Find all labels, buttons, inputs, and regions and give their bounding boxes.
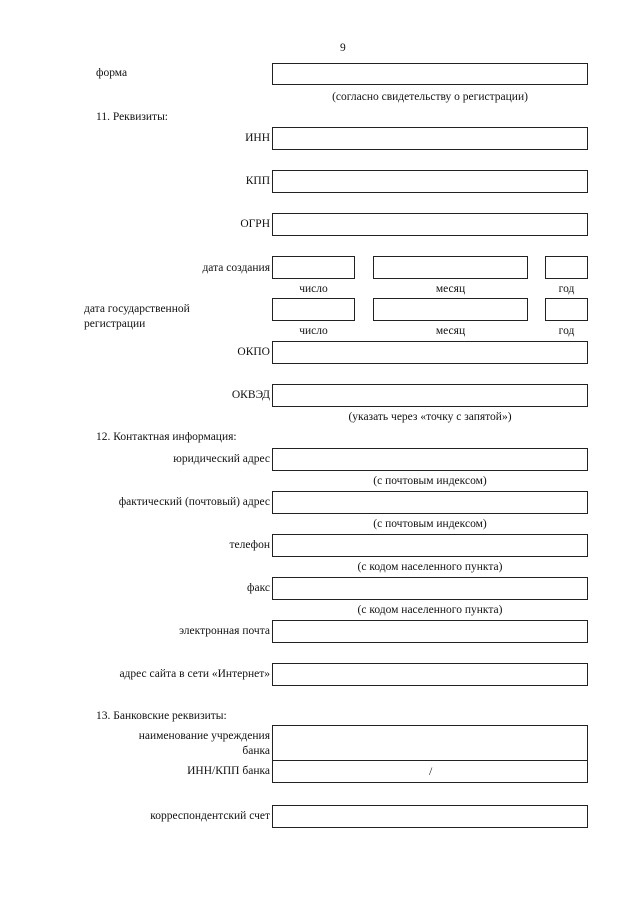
email-field[interactable] <box>272 620 588 643</box>
bank-name-field[interactable] <box>272 725 588 761</box>
fax-label: факс <box>247 582 270 594</box>
forma-hint: (согласно свидетельству о регистрации) <box>332 91 528 103</box>
reg-month-caption: месяц <box>435 325 466 337</box>
inn-field[interactable] <box>272 127 588 150</box>
bank-inn-kpp-label: ИНН/КПП банка <box>187 765 270 777</box>
creation-date-label: дата создания <box>202 262 270 274</box>
corr-account-field[interactable] <box>272 805 588 828</box>
phone-label: телефон <box>229 539 270 551</box>
section-11-title: 11. Реквизиты: <box>96 111 168 123</box>
forma-field[interactable] <box>272 63 588 85</box>
actual-address-hint: (с почтовым индексом) <box>373 518 487 530</box>
okved-hint: (указать через «точку с запятой») <box>348 411 512 423</box>
website-label: адрес сайта в сети «Интернет» <box>119 668 270 680</box>
website-field[interactable] <box>272 663 588 686</box>
page-number: 9 <box>340 42 346 54</box>
legal-address-hint: (с почтовым индексом) <box>373 475 487 487</box>
section-13-title: 13. Банковские реквизиты: <box>96 710 227 722</box>
okved-field[interactable] <box>272 384 588 407</box>
reg-month-field[interactable] <box>373 298 528 321</box>
reg-date-label-line2: регистрации <box>84 318 146 330</box>
forma-label: форма <box>96 67 128 79</box>
creation-day-field[interactable] <box>272 256 355 279</box>
creation-year-field[interactable] <box>545 256 588 279</box>
section-12-title: 12. Контактная информация: <box>96 431 237 443</box>
actual-address-label: фактический (почтовый) адрес <box>118 496 270 508</box>
reg-year-caption: год <box>558 325 575 337</box>
inn-label: ИНН <box>245 132 270 144</box>
creation-month-caption: месяц <box>435 283 466 295</box>
kpp-label: КПП <box>245 175 270 187</box>
email-label: электронная почта <box>179 625 270 637</box>
reg-day-caption: число <box>299 325 328 337</box>
bank-inn-kpp-separator: / <box>429 764 433 778</box>
legal-address-field[interactable] <box>272 448 588 471</box>
phone-hint: (с кодом населенного пункта) <box>357 561 503 573</box>
reg-day-field[interactable] <box>272 298 355 321</box>
creation-day-caption: число <box>299 283 328 295</box>
actual-address-field[interactable] <box>272 491 588 514</box>
creation-month-field[interactable] <box>373 256 528 279</box>
bank-name-label-line2: банка <box>242 745 270 757</box>
fax-field[interactable] <box>272 577 588 600</box>
legal-address-label: юридический адрес <box>173 453 270 465</box>
ogrn-field[interactable] <box>272 213 588 236</box>
okpo-field[interactable] <box>272 341 588 364</box>
creation-year-caption: год <box>558 283 575 295</box>
kpp-field[interactable] <box>272 170 588 193</box>
phone-field[interactable] <box>272 534 588 557</box>
okpo-label: ОКПО <box>237 346 270 358</box>
ogrn-label: ОГРН <box>240 218 270 230</box>
okved-label: ОКВЭД <box>231 389 270 401</box>
corr-account-label: корреспондентский счет <box>150 810 270 822</box>
reg-date-label-line1: дата государственной <box>84 303 190 315</box>
fax-hint: (с кодом населенного пункта) <box>357 604 503 616</box>
bank-name-label-line1: наименование учреждения <box>138 730 270 742</box>
reg-year-field[interactable] <box>545 298 588 321</box>
